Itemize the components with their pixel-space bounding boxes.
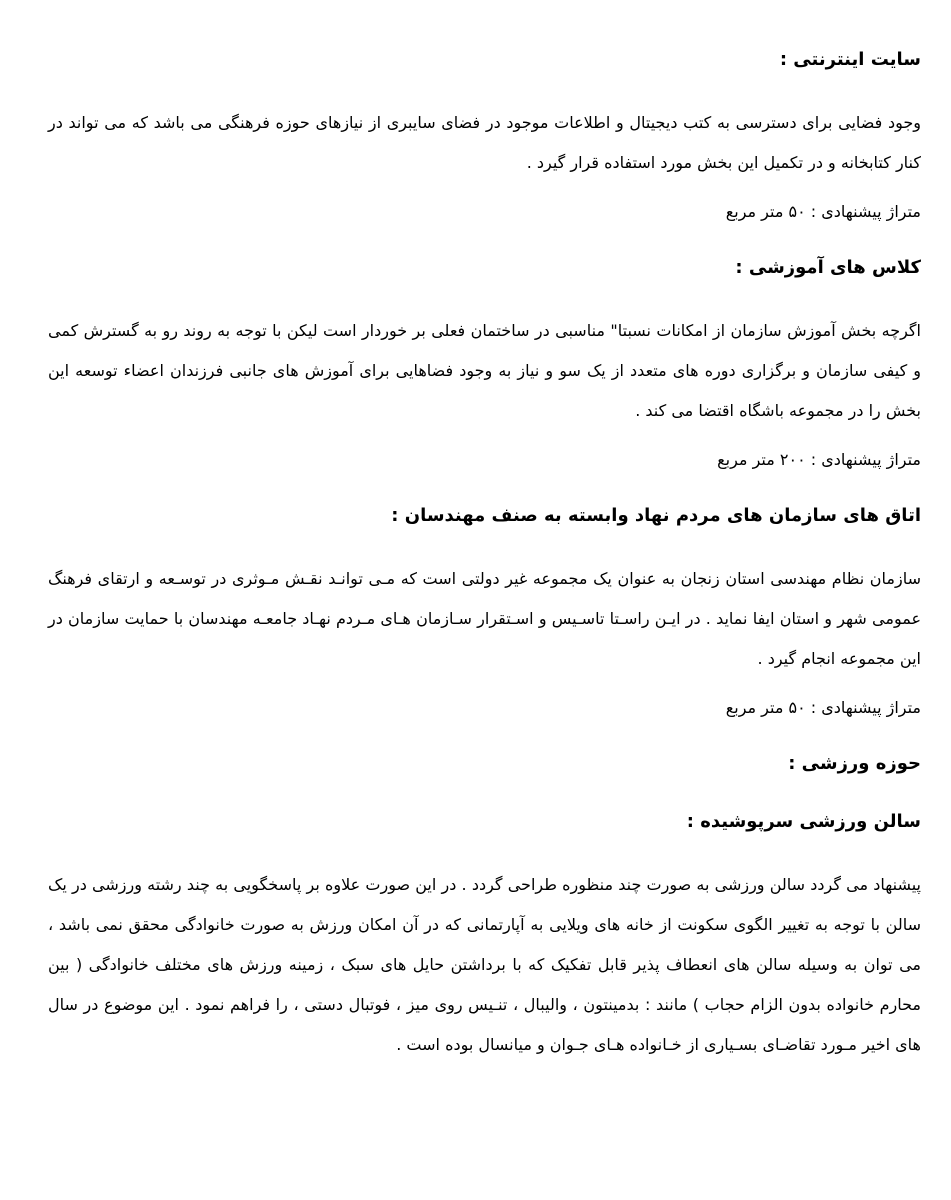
section-heading-ngo-rooms: اتاق های سازمان های مردم نهاد وابسته به صنف مهندسان :: [391, 505, 921, 526]
section-heading-classrooms: کلاس های آموزشی :: [735, 257, 921, 278]
section-area-internet-site: متراژ پیشنهادی : ۵۰ متر مربع: [725, 202, 921, 221]
section-area-ngo-rooms: متراژ پیشنهادی : ۵۰ متر مربع: [725, 698, 921, 717]
section-heading-internet-site: سایت اینترنتی :: [779, 49, 921, 70]
sports-paragraph: پیشنهاد می گردد سالن ورزشی به صورت چند منظوره طراحی گردد . در این صورت علاوه بر پاسخگویی به چند رشته ورزشی در یک سالن با توجه به تغییر الگوی سکونت از خانه های ویلایی به آپارتمانی که در آن امکان ورزش به صورت خانوادگی محقق نمی باشد ، می توان به وسیله سالن های انعطاف پذیر قابل تفکیک که با برداشتن حایل های سبک ، زمینه ورزش های مختلف خانوادگی ( بین محارم خانواده بدون الزام حجاب ) مانند : بدمینتون ، والیبال ، تنـیس روی میز ، فوتبال دستی ، را فراهم نمود . این موضوع در سال های اخیر مـورد تقاضـای بسـیاری از خـانواده هـای جـوان و میانسال بوده است .: [48, 875, 921, 1054]
sports-heading: حوزه ورزشی :: [788, 753, 921, 774]
sports-subheading: سالن ورزشی سرپوشیده :: [686, 811, 921, 832]
section-paragraph-ngo-rooms: سازمان نظام مهندسی استان زنجان به عنوان یک مجموعه غیر دولتی است که مـی توانـد نقـش مـوثری در توسـعه و ارتقای فرهنگ عمومی شهر و استان ایفا نماید . در ایـن راسـتا تاسـیس و اسـتقرار سـازمان هـای مـردم نهـاد جامعـه مهندسان با حمایت سازمان در این مجموعه انجام گیرد .: [48, 569, 921, 668]
section-area-classrooms: متراژ پیشنهادی : ۲۰۰ متر مربع: [717, 450, 921, 469]
section-paragraph-internet-site: وجود فضایی برای دسترسی به کتب دیجیتال و اطلاعات موجود در فضای سایبری از نیازهای حوزه فرهنگی می باشد که می تواند در کنار کتابخانه و در تکمیل این بخش مورد استفاده قرار گیرد .: [48, 113, 921, 172]
section-paragraph-classrooms: اگرچه بخش آموزش سازمان از امکانات نسبتا" مناسبی در ساختمان فعلی بر خوردار است لیکن با توجه به روند رو به گسترش کمی و کیفی سازمان و برگزاری دوره های متعدد از یک سو و نیاز به وجود فضاهایی برای آموزش های جانبی فرزندان اعضاء توسعه این بخش را در مجموعه باشگاه اقتضا می کند .: [48, 321, 921, 420]
